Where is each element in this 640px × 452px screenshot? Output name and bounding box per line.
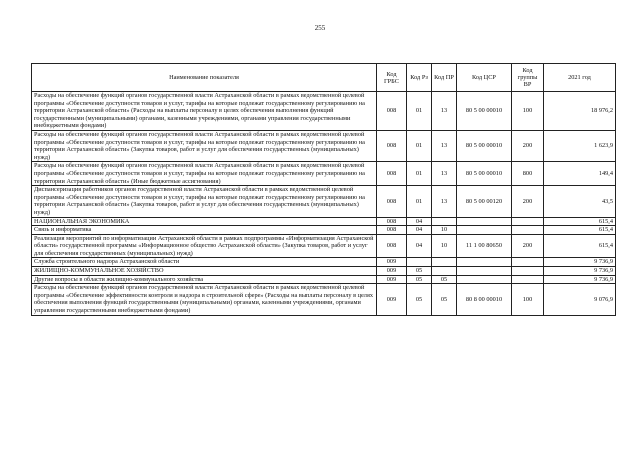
cell-rz: 05 xyxy=(407,284,432,315)
cell-grbs: 009 xyxy=(377,275,407,284)
cell-grbs: 008 xyxy=(377,217,407,226)
cell-amount: 9 736,9 xyxy=(544,275,616,284)
cell-pr: 05 xyxy=(432,275,457,284)
cell-vr xyxy=(512,226,544,235)
cell-vr: 200 xyxy=(512,186,544,217)
cell-csr xyxy=(457,217,512,226)
cell-vr xyxy=(512,258,544,267)
cell-pr: 05 xyxy=(432,284,457,315)
cell-grbs: 009 xyxy=(377,267,407,276)
cell-csr: 80 8 00 00010 xyxy=(457,284,512,315)
table-row xyxy=(32,234,616,258)
cell-name: Диспансеризация работников органов государственной власти Астраханской области в рамках ведомственной целевой программы «Обеспечение доступности товаров и услуг, тарифы на которые подлежат государственному регулированию на территории Астраханской области» (Закупка товаров, работ и услуг для обеспечения государственных (муниципальных) нужд) xyxy=(32,186,377,217)
cell-vr: 100 xyxy=(512,284,544,315)
cell-amount: 615,4 xyxy=(544,217,616,226)
cell-amount: 149,4 xyxy=(544,162,616,186)
cell-pr: 13 xyxy=(432,130,457,161)
header-rz: Код Рз xyxy=(407,64,432,92)
cell-csr: 80 5 00 00120 xyxy=(457,186,512,217)
cell-grbs: 008 xyxy=(377,130,407,161)
cell-grbs: 009 xyxy=(377,284,407,315)
budget-table xyxy=(31,63,616,316)
cell-name: Реализация мероприятий по информатизации Астраханской области в рамках подпрограммы «Информатизация Астраханской области» государственной программы «Информационное общество Астраханской области» (Закупка товаров, работ и услуг для обеспечения государственных (муниципальных) нужд) xyxy=(32,234,377,258)
page-number: 255 xyxy=(314,24,326,32)
cell-name: Расходы на обеспечение функций органов государственной власти Астраханской области в рамках ведомственной целевой программы «Обеспечение доступности товаров и услуг, тарифы на которые подлежат государственному регулированию на территории Астраханской области» (Иные бюджетные ассигнования) xyxy=(32,162,377,186)
cell-vr: 800 xyxy=(512,162,544,186)
table-row xyxy=(32,162,616,186)
header-name: Наименование показателя xyxy=(32,64,377,92)
header-year: 2021 год xyxy=(544,64,616,92)
cell-csr xyxy=(457,226,512,235)
cell-rz: 04 xyxy=(407,226,432,235)
cell-csr: 80 5 00 00010 xyxy=(457,162,512,186)
cell-csr: 80 5 00 00010 xyxy=(457,92,512,131)
cell-name: Расходы на обеспечение функций органов государственной власти Астраханской области в рамках ведомственной целевой программы «Обеспечение доступности товаров и услуг, тарифы на которые подлежат государственному регулированию на территории Астраханской области» (Расходы на выплаты персоналу в целях обеспечения выполнения функций государственными (муниципальными) органами, казенными учреждениями, органами управления государственными внебюджетными фондами) xyxy=(32,92,377,131)
cell-amount: 18 976,2 xyxy=(544,92,616,131)
cell-pr: 10 xyxy=(432,234,457,258)
cell-name: Расходы на обеспечение функций органов государственной власти Астраханской области в рамках ведомственной целевой программы «Обеспечение доступности товаров и услуг, тарифы на которые подлежат государственному регулированию на территории Астраханской области» (Закупка товаров, работ и услуг для обеспечения государственных (муниципальных) нужд) xyxy=(32,130,377,161)
table-row xyxy=(32,226,616,235)
table-row xyxy=(32,258,616,267)
cell-amount: 615,4 xyxy=(544,226,616,235)
cell-grbs: 008 xyxy=(377,92,407,131)
cell-vr: 200 xyxy=(512,234,544,258)
header-pr: Код ПР xyxy=(432,64,457,92)
table-row xyxy=(32,92,616,131)
table-row xyxy=(32,267,616,276)
cell-pr: 13 xyxy=(432,186,457,217)
header-csr: Код ЦСР xyxy=(457,64,512,92)
cell-vr xyxy=(512,275,544,284)
cell-csr xyxy=(457,275,512,284)
cell-amount: 9 736,9 xyxy=(544,258,616,267)
cell-rz xyxy=(407,258,432,267)
cell-rz: 01 xyxy=(407,186,432,217)
cell-name: НАЦИОНАЛЬНАЯ ЭКОНОМИКА xyxy=(32,217,377,226)
cell-rz: 01 xyxy=(407,162,432,186)
cell-pr: 10 xyxy=(432,226,457,235)
table-row xyxy=(32,275,616,284)
cell-pr xyxy=(432,258,457,267)
cell-rz: 05 xyxy=(407,267,432,276)
cell-grbs: 008 xyxy=(377,234,407,258)
cell-pr xyxy=(432,267,457,276)
cell-csr: 80 5 00 00010 xyxy=(457,130,512,161)
table-row xyxy=(32,284,616,315)
header-vr: Код группы ВР xyxy=(512,64,544,92)
cell-amount: 43,5 xyxy=(544,186,616,217)
cell-rz: 01 xyxy=(407,92,432,131)
cell-csr xyxy=(457,267,512,276)
cell-grbs: 008 xyxy=(377,186,407,217)
table-row xyxy=(32,217,616,226)
cell-rz: 05 xyxy=(407,275,432,284)
cell-vr xyxy=(512,267,544,276)
cell-grbs: 008 xyxy=(377,226,407,235)
cell-csr: 11 1 00 80650 xyxy=(457,234,512,258)
table-row xyxy=(32,186,616,217)
cell-amount: 9 076,9 xyxy=(544,284,616,315)
cell-name: Связь и информатика xyxy=(32,226,377,235)
cell-name: Расходы на обеспечение функций органов государственной власти Астраханской области в рамках ведомственной целевой программы «Обеспечение эффективности контроля и надзора в строительной сфере» (Расходы на выплаты персоналу в целях обеспечения выполнения функций государственными (муниципальными) органами, казенными учреждениями, органами управления государственными внебюджетными фондами) xyxy=(32,284,377,315)
cell-name: ЖИЛИЩНО-КОММУНАЛЬНОЕ ХОЗЯЙСТВО xyxy=(32,267,377,276)
header-grbs: Код ГРБС xyxy=(377,64,407,92)
table-row xyxy=(32,130,616,161)
cell-amount: 9 736,9 xyxy=(544,267,616,276)
cell-pr: 13 xyxy=(432,92,457,131)
cell-vr xyxy=(512,217,544,226)
cell-name: Другие вопросы в области жилищно-коммунального хозяйства xyxy=(32,275,377,284)
table-header-row xyxy=(32,64,616,92)
cell-vr: 200 xyxy=(512,130,544,161)
cell-pr: 13 xyxy=(432,162,457,186)
cell-amount: 615,4 xyxy=(544,234,616,258)
cell-rz: 04 xyxy=(407,234,432,258)
cell-grbs: 009 xyxy=(377,258,407,267)
cell-rz: 04 xyxy=(407,217,432,226)
cell-pr xyxy=(432,217,457,226)
cell-csr xyxy=(457,258,512,267)
cell-rz: 01 xyxy=(407,130,432,161)
cell-grbs: 008 xyxy=(377,162,407,186)
cell-name: Служба строительного надзора Астраханской области xyxy=(32,258,377,267)
cell-vr: 100 xyxy=(512,92,544,131)
cell-amount: 1 623,9 xyxy=(544,130,616,161)
